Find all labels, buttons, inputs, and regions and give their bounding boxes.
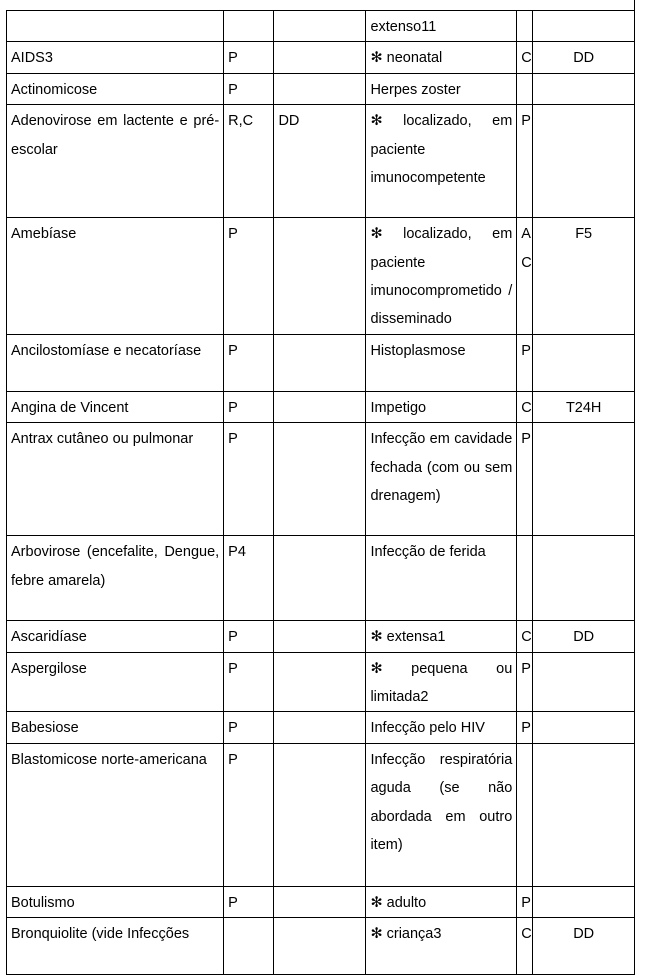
precaution2-cell [517,712,533,743]
duration2-cell-text: T24H [565,399,602,416]
duration2-cell [533,743,635,886]
precautions-table [6,10,635,975]
disease2-cell [366,105,517,218]
disease-cell [7,712,224,743]
precaution2-cell-text: C [521,50,532,67]
disease-cell [7,105,224,218]
disease-cell [7,218,224,335]
precaution-cell-text: P [228,399,238,416]
disease-cell [7,73,224,104]
disease-cell [7,11,224,42]
precaution-cell-text: P [228,629,238,646]
duration-cell [274,652,366,712]
disease-cell [7,42,224,73]
precaution2-cell-text: P [521,720,531,737]
precaution2-cell [517,423,533,536]
duration-cell [274,886,366,917]
precaution2-cell-text: P [521,894,531,911]
precaution-cell-text: P [228,751,238,768]
table-row [7,218,635,335]
disease2-cell-text: Herpes zoster [370,81,461,98]
disease2-cell [366,73,517,104]
disease2-cell-text: Infecção respiratória aguda (se não abordada em outro item) [370,751,513,854]
precaution2-cell [517,918,533,975]
disease2-cell [366,743,517,886]
disease-cell-text: Actinomicose [11,81,98,98]
disease2-cell-text: ✻ adulto [370,894,427,911]
disease-cell [7,743,224,886]
disease-cell-text: Bronquiolite (vide Infecções [11,926,190,943]
duration2-cell-text: DD [573,50,595,67]
precaution2-cell-text: A C [521,226,532,271]
disease-cell [7,423,224,536]
precaution-cell [224,105,274,218]
duration2-cell [533,536,635,621]
duration2-cell [533,73,635,104]
precaution-cell-text: P [228,50,238,67]
duration-cell [274,621,366,652]
duration2-cell-text: DD [573,629,595,646]
duration-cell [274,73,366,104]
precaution2-cell [517,536,533,621]
duration-cell-text: DD [278,113,300,130]
precaution-cell-text: R,C [228,113,254,130]
precaution-cell [224,712,274,743]
disease-cell-text: Botulismo [11,894,75,911]
duration2-cell [533,42,635,73]
precaution-cell [224,918,274,975]
precaution-cell [224,391,274,422]
duration2-cell [533,11,635,42]
precaution-cell [224,73,274,104]
disease-cell-text: Ancilostomíase e necatoríase [11,342,202,359]
disease2-cell-text: ✻ localizado, em paciente imunocompetente [370,113,513,187]
precaution-cell-text: P [228,226,238,243]
disease2-cell [366,11,517,42]
precaution-cell-text: P [228,660,238,677]
duration-cell [274,218,366,335]
precaution-cell [224,218,274,335]
disease-cell-text: AIDS3 [11,50,53,67]
duration-cell [274,536,366,621]
precaution-cell-text: P4 [228,544,246,561]
disease-cell-text: Aspergilose [11,660,87,677]
duration-cell [274,11,366,42]
disease-cell [7,918,224,975]
table-row [7,391,635,422]
duration2-cell [533,105,635,218]
table-body [7,11,635,975]
precaution2-cell-text: P [521,431,531,448]
disease2-cell [366,652,517,712]
disease2-cell [366,712,517,743]
precaution-cell-text: P [228,81,238,98]
disease2-cell-text: ✻ neonatal [370,50,443,67]
disease2-cell-text: extenso11 [370,19,437,35]
precaution2-cell [517,886,533,917]
disease-cell [7,621,224,652]
disease2-cell [366,42,517,73]
duration2-cell [533,621,635,652]
disease-cell-text: Blastomicose norte-americana [11,751,207,768]
disease2-cell-text: ✻ localizado, em paciente imunocomprometido / disseminado [370,226,513,328]
disease-cell [7,334,224,391]
duration2-cell [533,423,635,536]
precaution-cell [224,536,274,621]
duration2-cell [533,918,635,975]
precaution2-cell [517,218,533,335]
duration-cell [274,423,366,536]
precaution2-cell [517,391,533,422]
disease2-cell [366,423,517,536]
table-row [7,621,635,652]
disease-cell-text: Adenovirose em lactente e pré-escolar [11,113,220,158]
disease2-cell-text: Infecção de ferida [370,544,486,561]
duration-cell [274,391,366,422]
precaution-cell [224,423,274,536]
precaution2-cell [517,11,533,42]
disease-cell [7,536,224,621]
duration-cell [274,105,366,218]
precaution2-cell-text: C [521,399,532,416]
disease-cell-text: Antrax cutâneo ou pulmonar [11,431,194,448]
disease2-cell [366,334,517,391]
precaution2-cell [517,652,533,712]
disease-cell-text: Ascaridíase [11,629,87,646]
disease-cell [7,652,224,712]
disease2-cell-text: ✻ pequena ou limitada2 [370,660,513,706]
disease2-cell-text: Histoplasmose [370,342,466,359]
table-row [7,11,635,42]
precaution-cell-text: P [228,342,238,359]
disease2-cell [366,621,517,652]
duration2-cell [533,652,635,712]
precaution2-cell [517,334,533,391]
disease2-cell [366,218,517,335]
duration-cell [274,334,366,391]
precaution2-cell-text: C [521,926,532,943]
table-row [7,105,635,218]
precaution2-cell-text: P [521,113,531,130]
precaution-cell [224,886,274,917]
duration-cell [274,712,366,743]
precautions-table-wrapper [6,10,636,975]
precaution2-cell [517,621,533,652]
precaution-cell [224,334,274,391]
table-row [7,536,635,621]
precaution-cell [224,42,274,73]
precaution-cell [224,11,274,42]
disease2-cell-text: ✻ criança3 [370,926,442,943]
duration2-cell [533,886,635,917]
table-row [7,73,635,104]
disease-cell [7,391,224,422]
precaution-cell [224,652,274,712]
disease-cell [7,886,224,917]
table-row [7,712,635,743]
precaution-cell-text: P [228,894,238,911]
precaution-cell [224,743,274,886]
disease-cell-text: Angina de Vincent [11,399,129,416]
duration2-cell [533,334,635,391]
table-row [7,918,635,975]
disease2-cell-text: ✻ extensa1 [370,629,446,646]
precaution2-cell [517,73,533,104]
disease-cell-text: Amebíase [11,226,77,243]
duration2-cell [533,391,635,422]
disease2-cell-text: Infecção em cavidade fechada (com ou sem drenagem) [370,431,513,505]
precaution2-cell [517,42,533,73]
table-row [7,334,635,391]
table-row [7,652,635,712]
disease2-cell-text: Impetigo [370,399,427,416]
table-row [7,423,635,536]
precaution-cell [224,621,274,652]
duration2-cell-text: F5 [575,226,593,243]
precaution2-cell [517,105,533,218]
precaution2-cell-text: P [521,342,531,359]
disease2-cell [366,536,517,621]
precaution2-cell-text: C [521,629,532,646]
disease2-cell [366,918,517,975]
disease-cell-text: Arbovirose (encefalite, Dengue, febre amarela) [11,544,220,589]
precaution-cell-text: P [228,720,238,737]
precaution2-cell [517,743,533,886]
duration2-cell [533,218,635,335]
duration-cell [274,918,366,975]
duration-cell [274,42,366,73]
table-row [7,886,635,917]
disease2-cell-text: Infecção pelo HIV [370,720,485,737]
disease2-cell [366,391,517,422]
duration2-cell-text: DD [573,926,595,943]
disease2-cell [366,886,517,917]
duration2-cell [533,712,635,743]
table-row [7,743,635,886]
precaution2-cell-text: P [521,660,531,677]
precaution-cell-text: P [228,431,238,448]
table-row [7,42,635,73]
duration-cell [274,743,366,886]
disease-cell-text: Babesiose [11,720,79,737]
